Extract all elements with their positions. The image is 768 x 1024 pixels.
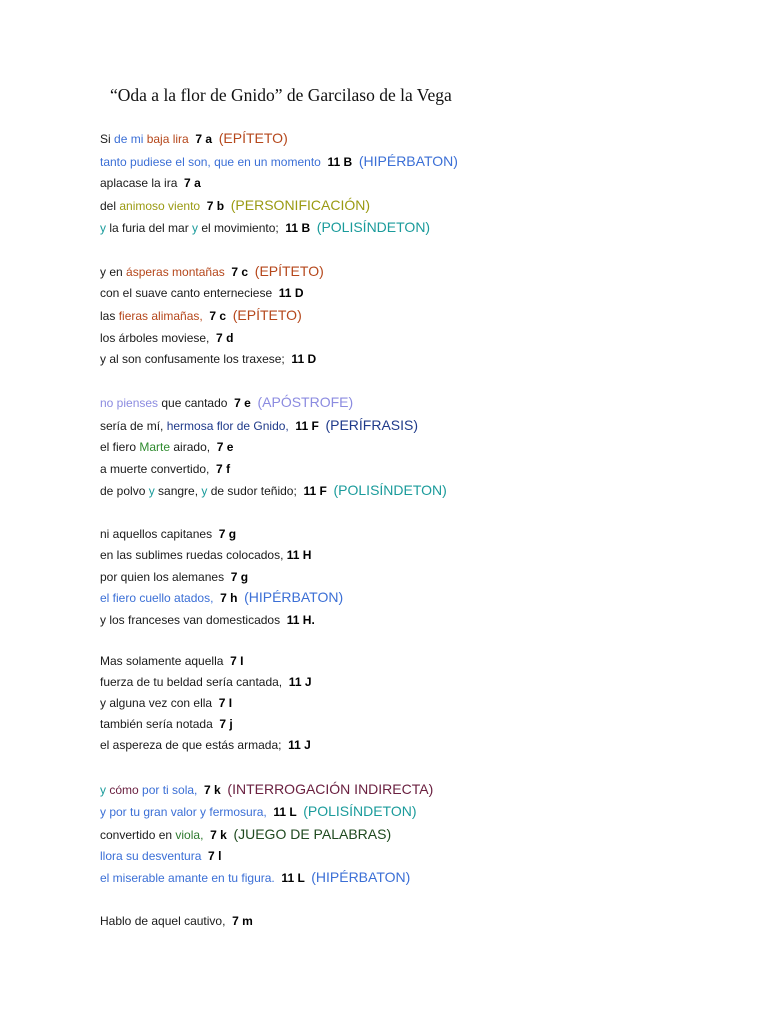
meter-label: 11 F — [296, 484, 334, 498]
verse-text: y los franceses van domesticados — [100, 613, 281, 627]
verse-text: las — [100, 309, 119, 323]
verse-line — [100, 803, 417, 821]
verse-text: aplacase la ira — [100, 176, 178, 190]
verse-text: del — [100, 199, 120, 213]
meter-label: 11 B — [278, 221, 317, 235]
figure-label: (POLISÍNDETON) — [333, 482, 447, 498]
verse-line — [100, 737, 311, 755]
figure-label: (POLISÍNDETON) — [303, 803, 417, 819]
verse-line — [100, 482, 447, 500]
verse-line — [100, 417, 418, 435]
figure-label: (HIPÉRBATON) — [311, 869, 411, 885]
verse-line — [100, 197, 370, 215]
verse-text: el miserable amante en tu figura. — [100, 871, 275, 885]
verse-text: y por tu gran valor y fermosura, — [100, 805, 267, 819]
verse-text: el movimiento; — [198, 221, 279, 235]
meter-label: 11 L — [266, 805, 304, 819]
verse-line — [100, 351, 316, 369]
verse-text: que cantado — [158, 396, 228, 410]
verse-line — [100, 219, 430, 237]
verse-line — [100, 913, 253, 931]
meter-label: 11 H. — [280, 613, 315, 627]
verse-text: y — [192, 221, 199, 235]
verse-text: y — [100, 221, 106, 235]
verse-text: en las sublimes ruedas colocados, — [100, 548, 284, 562]
meter-label: 7 g — [224, 570, 249, 584]
verse-line — [100, 526, 236, 544]
verse-line — [100, 461, 230, 479]
verse-line — [100, 653, 243, 671]
meter-label: 11 H — [283, 548, 312, 562]
verse-text: no pienses — [100, 396, 159, 410]
meter-label: 7 d — [209, 331, 234, 345]
figure-label: (PERÍFRASIS) — [325, 417, 419, 433]
verse-line — [100, 781, 433, 799]
verse-text: viola, — [175, 828, 204, 842]
meter-label: 7 c — [202, 309, 233, 323]
verse-text: y al son confusamente los traxese; — [100, 352, 285, 366]
meter-label: 7 m — [225, 914, 253, 928]
verse-text: y — [100, 783, 106, 797]
meter-label: 7 h — [213, 591, 245, 605]
meter-label: 7 I — [223, 654, 244, 668]
verse-line — [100, 612, 315, 630]
verse-text: el fiero — [100, 440, 140, 454]
verse-line — [100, 307, 302, 325]
meter-label: 11 D — [284, 352, 317, 366]
verse-text: baja lira — [146, 132, 189, 146]
verse-text: Hablo de aquel cautivo, — [100, 914, 226, 928]
verse-text: también sería notada — [100, 717, 213, 731]
verse-text: el fiero cuello atados, — [100, 591, 214, 605]
verse-text: de polvo — [100, 484, 149, 498]
verse-text: a muerte convertido, — [100, 462, 210, 476]
verse-text: hermosa flor de Gnido, — [166, 419, 289, 433]
verse-line — [100, 826, 391, 844]
verse-text: animoso viento — [119, 199, 201, 213]
verse-line — [100, 716, 233, 734]
meter-label: 11 F — [288, 419, 326, 433]
verse-line — [100, 869, 410, 887]
meter-label: 7 g — [212, 527, 237, 541]
meter-label: 7 a — [188, 132, 219, 146]
verse-text: fuerza de tu beldad sería cantada, — [100, 675, 283, 689]
figure-label: (EPÍTETO) — [218, 130, 288, 146]
verse-line — [100, 285, 303, 303]
figure-label: (PERSONIFICACIÓN) — [230, 197, 370, 213]
figure-label: (APÓSTROFE) — [257, 394, 354, 410]
meter-label: 11 L — [274, 871, 312, 885]
verse-text: Mas solamente aquella — [100, 654, 224, 668]
verse-text: y alguna vez con ella — [100, 696, 213, 710]
verse-text: tanto pudiese el son, que en un momento — [100, 155, 321, 169]
verse-text: Marte — [139, 440, 171, 454]
verse-text: con el suave canto enterneciese — [100, 286, 273, 300]
verse-line — [100, 848, 221, 866]
verse-line — [100, 569, 248, 587]
verse-line — [100, 589, 343, 607]
verse-text: ásperas montañas — [126, 265, 225, 279]
figure-label: (HIPÉRBATON) — [358, 153, 458, 169]
figure-label: (HIPÉRBATON) — [244, 589, 344, 605]
verse-text: y en — [100, 265, 127, 279]
meter-label: 11 B — [320, 155, 359, 169]
verse-text: la furia del mar — [106, 221, 193, 235]
meter-label: 11 J — [282, 675, 312, 689]
verse-text: sangre, — [154, 484, 202, 498]
meter-label: 11 D — [272, 286, 304, 300]
verse-text: de mi — [114, 132, 144, 146]
verse-text: ni aquellos capitanes — [100, 527, 213, 541]
poem-title: “Oda a la flor de Gnido” de Garcilaso de la Vega — [110, 85, 452, 105]
meter-label: 7 f — [209, 462, 231, 476]
verse-text: y — [201, 484, 208, 498]
verse-text: cómo — [106, 783, 143, 797]
meter-label: 7 e — [227, 396, 258, 410]
verse-line — [100, 547, 311, 565]
verse-line — [100, 175, 201, 193]
figure-label: (INTERROGACIÓN INDIRECTA) — [227, 781, 434, 797]
meter-label: 7 j — [212, 717, 233, 731]
verse-text: por quien los alemanes — [100, 570, 225, 584]
verse-text: por ti sola, — [142, 783, 198, 797]
figure-label: (EPÍTETO) — [254, 263, 324, 279]
verse-text: los árboles moviese, — [100, 331, 210, 345]
figure-label: (EPÍTETO) — [232, 307, 302, 323]
verse-line — [100, 153, 458, 171]
meter-label: 7 b — [200, 199, 231, 213]
verse-line — [100, 394, 353, 412]
verse-text: Si — [100, 132, 115, 146]
verse-text: llora su desventura — [100, 849, 202, 863]
verse-text: convertido en — [100, 828, 176, 842]
meter-label: 7 e — [210, 440, 234, 454]
meter-label: 7 k — [203, 828, 234, 842]
verse-line — [100, 263, 324, 281]
verse-text: y — [148, 484, 155, 498]
meter-label: 7 I — [212, 696, 233, 710]
verse-text: airado, — [170, 440, 211, 454]
verse-line — [100, 330, 233, 348]
meter-label: 7 c — [224, 265, 255, 279]
verse-text: fieras alimañas, — [118, 309, 203, 323]
verse-text: el aspereza de que estás armada; — [100, 738, 282, 752]
verse-text: sería de mí, — [100, 419, 167, 433]
verse-text: de sudor teñido; — [207, 484, 297, 498]
figure-label: (POLISÍNDETON) — [316, 219, 431, 235]
meter-label: 11 J — [281, 738, 311, 752]
verse-line — [100, 674, 312, 692]
verse-line — [100, 439, 233, 457]
meter-label: 7 l — [201, 849, 222, 863]
verse-line — [100, 695, 232, 713]
meter-label: 7 a — [177, 176, 201, 190]
meter-label: 7 k — [197, 783, 228, 797]
figure-label: (JUEGO DE PALABRAS) — [233, 826, 392, 842]
verse-line — [100, 130, 288, 148]
